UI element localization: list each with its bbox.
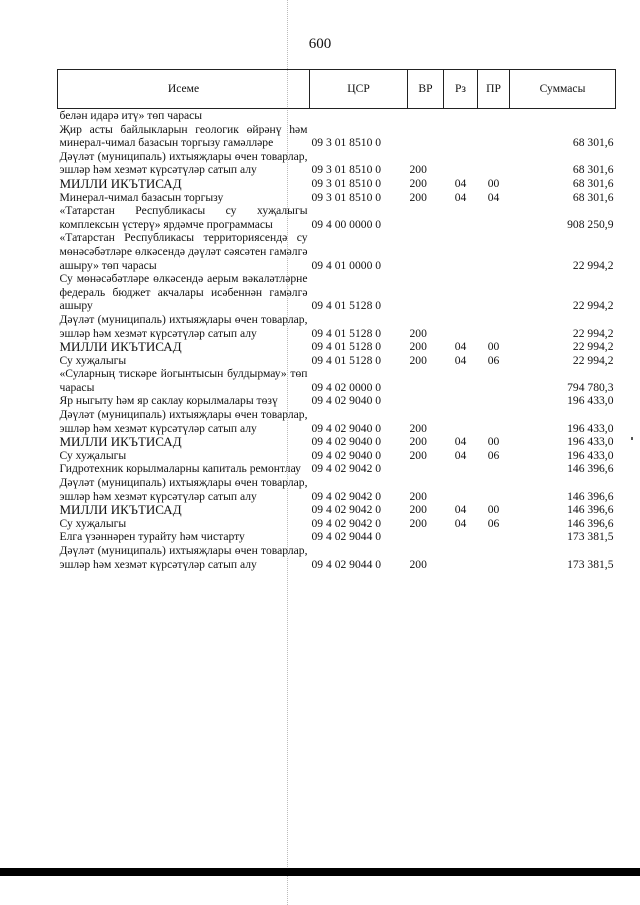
table-row [58,313,616,340]
cell-name: Су хуҗалыгы [59,448,127,462]
cell-name: Минерал-чимал базасын торгызу [59,190,224,204]
cell-csr: 09 4 02 9040 0 [311,394,382,408]
cell-sum: 908 250,9 [567,217,614,231]
cell-name: Яр ныгыту һәм яр саклау корылмалары төзү [59,394,278,408]
cell-rz [444,530,478,544]
cell-csr: 09 4 02 9042 0 [311,489,382,503]
cell-pr [478,408,510,435]
cell-csr: 09 4 01 0000 0 [311,258,382,272]
cell-sum: 68 301,6 [572,190,614,204]
cell-vr: 200 [409,326,427,340]
table-row [58,476,616,503]
table-row [58,530,616,544]
cell-csr: 09 4 02 9042 0 [311,462,382,476]
cell-pr [478,476,510,503]
cell-rz [444,123,478,150]
cell-sum: 146 396,6 [567,503,614,517]
cell-rz [444,150,478,177]
cell-rz [444,476,478,503]
cell-sum: 146 396,6 [567,489,614,503]
cell-rz: 04 [454,190,467,204]
cell-vr: 200 [409,516,427,530]
header-pr: ПР [478,70,510,109]
cell-rz [444,204,478,231]
cell-csr: 09 4 00 0000 0 [311,217,382,231]
cell-vr [408,394,444,408]
cell-csr: 09 4 01 5128 0 [311,340,382,354]
cell-vr: 200 [409,353,427,367]
cell-name: Дәүләт (муниципаль) ихтыяҗлары өчен товарлар, эшләр һәм хезмәт күрсәтүләр сатып алу [59,312,308,340]
header-csr: ЦСР [310,70,408,109]
cell-csr: 09 4 02 9044 0 [311,530,382,544]
cell-pr: 06 [487,353,500,367]
table-row [58,340,616,354]
cell-csr: 09 4 02 9042 0 [311,503,382,517]
cell-rz [444,408,478,435]
cell-vr: 200 [409,176,427,190]
cell-sum: 22 994,2 [572,353,614,367]
cell-rz [444,109,478,123]
cell-pr: 06 [487,516,500,530]
cell-name: Су мөнәсәбәтләре өлкәсендә аерым вәкаләтләрне федераль бюджет акчалары исәбеннән гамәлгә ашыру [59,272,308,313]
cell-name: белән идарә итү» төп чарасы [59,109,203,122]
cell-pr [478,123,510,150]
cell-name: Дәүләт (муниципаль) ихтыяҗлары өчен товарлар, эшләр һәм хезмәт күрсәтүләр сатып алу [59,544,308,571]
budget-table [57,69,616,571]
cell-sum: 68 301,6 [572,163,614,177]
cell-sum: 196 433,0 [567,394,614,408]
cell-sum: 146 396,6 [567,462,614,476]
cell-rz: 04 [454,435,467,449]
cell-csr: 09 3 01 8510 0 [311,176,382,190]
cell-rz: 04 [454,516,467,530]
cell-sum: 22 994,2 [572,340,614,354]
scan-bottom-edge [0,868,640,876]
cell-sum [510,109,616,123]
cell-pr [478,231,510,272]
cell-name: «Суларның тискәре йогынтысын булдырмау» төп чарасы [59,367,308,394]
cell-csr: 09 4 02 9040 0 [311,435,382,449]
cell-csr: 09 4 02 0000 0 [311,380,382,394]
cell-vr: 200 [409,503,427,517]
table-row [58,272,616,313]
cell-sum: 173 381,5 [567,557,614,571]
cell-name: «Татарстан Республикасы территориясендә су мөнәсәбәтләре өлкәсендә дәүләт сәясәтен гамәлгә ашыру» төп чарасы [59,231,308,272]
cell-pr [478,109,510,123]
cell-pr: 00 [487,435,500,449]
cell-vr: 200 [409,421,427,435]
cell-name: Дәүләт (муниципаль) ихтыяҗлары өчен товарлар, эшләр һәм хезмәт күрсәтүләр сатып алу [59,149,308,177]
cell-name: Дәүләт (муниципаль) ихтыяҗлары өчен товарлар, эшләр һәм хезмәт күрсәтүләр сатып алу [59,476,308,503]
cell-sum: 794 780,3 [567,380,614,394]
cell-vr: 200 [409,435,427,449]
cell-sum: 196 433,0 [567,435,614,449]
cell-pr [478,272,510,313]
cell-name: МИЛЛИ ИКЪТИСАД [59,175,182,191]
cell-vr [408,231,444,272]
cell-rz [444,367,478,394]
table-header-row [58,70,616,109]
cell-name: Су хуҗалыгы [59,353,127,367]
header-sum: Суммасы [510,70,616,109]
cell-rz: 04 [454,340,467,354]
table-row [58,544,616,571]
cell-pr: 00 [487,503,500,517]
table-row [58,462,616,476]
scan-edge-mark [631,437,633,440]
cell-rz [444,544,478,571]
cell-pr [478,394,510,408]
cell-rz [444,272,478,313]
cell-csr: 09 4 01 5128 0 [311,353,382,367]
cell-sum: 22 994,2 [572,326,614,340]
cell-pr [478,530,510,544]
table-row [58,177,616,191]
cell-csr: 09 4 02 9040 0 [311,448,382,462]
table-row [58,394,616,408]
table-row [58,449,616,463]
table-row [58,503,616,517]
cell-rz: 04 [454,448,467,462]
table-row [58,204,616,231]
cell-vr: 200 [409,190,427,204]
cell-pr [478,204,510,231]
table-row [58,109,616,123]
cell-csr: 09 4 02 9042 0 [311,516,382,530]
cell-vr [408,367,444,394]
cell-csr: 09 4 02 9044 0 [311,557,382,571]
cell-csr: 09 4 01 5128 0 [311,299,382,313]
cell-pr [478,313,510,340]
cell-name: Елга үзәннәрен турайту һәм чистарту [59,530,245,544]
table-row [58,231,616,272]
cell-pr: 00 [487,340,500,354]
cell-csr: 09 3 01 8510 0 [311,163,382,177]
cell-pr: 06 [487,448,500,462]
cell-name: МИЛЛИ ИКЪТИСАД [59,502,182,518]
table-row [58,517,616,531]
cell-rz [444,313,478,340]
cell-name: Гидротехник корылмаларны капиталь ремонтлау [59,462,301,476]
cell-vr: 200 [409,163,427,177]
header-name: Исеме [58,70,310,109]
cell-vr [408,204,444,231]
cell-vr [408,462,444,476]
cell-pr [478,544,510,571]
cell-rz [444,394,478,408]
cell-sum: 68 301,6 [572,136,614,150]
cell-pr [478,150,510,177]
header-rz: Рз [444,70,478,109]
cell-vr: 200 [409,489,427,503]
cell-rz [444,462,478,476]
cell-pr: 00 [487,176,500,190]
cell-sum: 196 433,0 [567,421,614,435]
cell-name: Дәүләт (муниципаль) ихтыяҗлары өчен товарлар, эшләр һәм хезмәт күрсәтүләр сатып алу [59,408,308,435]
table-row [58,150,616,177]
table-row [58,408,616,435]
cell-rz: 04 [454,176,467,190]
cell-vr: 200 [409,557,427,571]
cell-rz: 04 [454,503,467,517]
cell-pr [478,367,510,394]
cell-csr: 09 3 01 8510 0 [311,136,382,150]
cell-name: МИЛЛИ ИКЪТИСАД [59,434,182,450]
cell-rz [444,231,478,272]
table-row [58,354,616,368]
cell-rz: 04 [454,353,467,367]
cell-sum: 22 994,2 [572,258,614,272]
cell-vr [408,109,444,123]
cell-name: Су хуҗалыгы [59,516,127,530]
cell-pr: 04 [487,190,500,204]
cell-sum: 173 381,5 [567,530,614,544]
cell-pr [478,462,510,476]
cell-sum: 22 994,2 [572,299,614,313]
header-vr: ВР [408,70,444,109]
cell-name: «Татарстан Республикасы су хуҗалыгы комплексын үстерү» ярдәмче программасы [59,204,308,231]
cell-vr [408,123,444,150]
cell-vr [408,530,444,544]
cell-sum: 196 433,0 [567,448,614,462]
page-number: 600 [308,36,332,52]
cell-csr [310,109,408,123]
cell-vr: 200 [409,448,427,462]
cell-csr: 09 4 02 9040 0 [311,421,382,435]
table-row [58,367,616,394]
cell-sum: 68 301,6 [572,176,614,190]
cell-csr: 09 3 01 8510 0 [311,190,382,204]
table-row [58,435,616,449]
table-row [58,191,616,205]
cell-name: МИЛЛИ ИКЪТИСАД [59,339,182,355]
cell-name: Җир асты байлыкларын геологик өйрәнү һәм минерал-чимал базасын торгызу гамәлләре [59,122,308,150]
table-row [58,123,616,150]
cell-csr: 09 4 01 5128 0 [311,326,382,340]
cell-sum: 146 396,6 [567,516,614,530]
cell-vr [408,272,444,313]
cell-vr: 200 [409,340,427,354]
